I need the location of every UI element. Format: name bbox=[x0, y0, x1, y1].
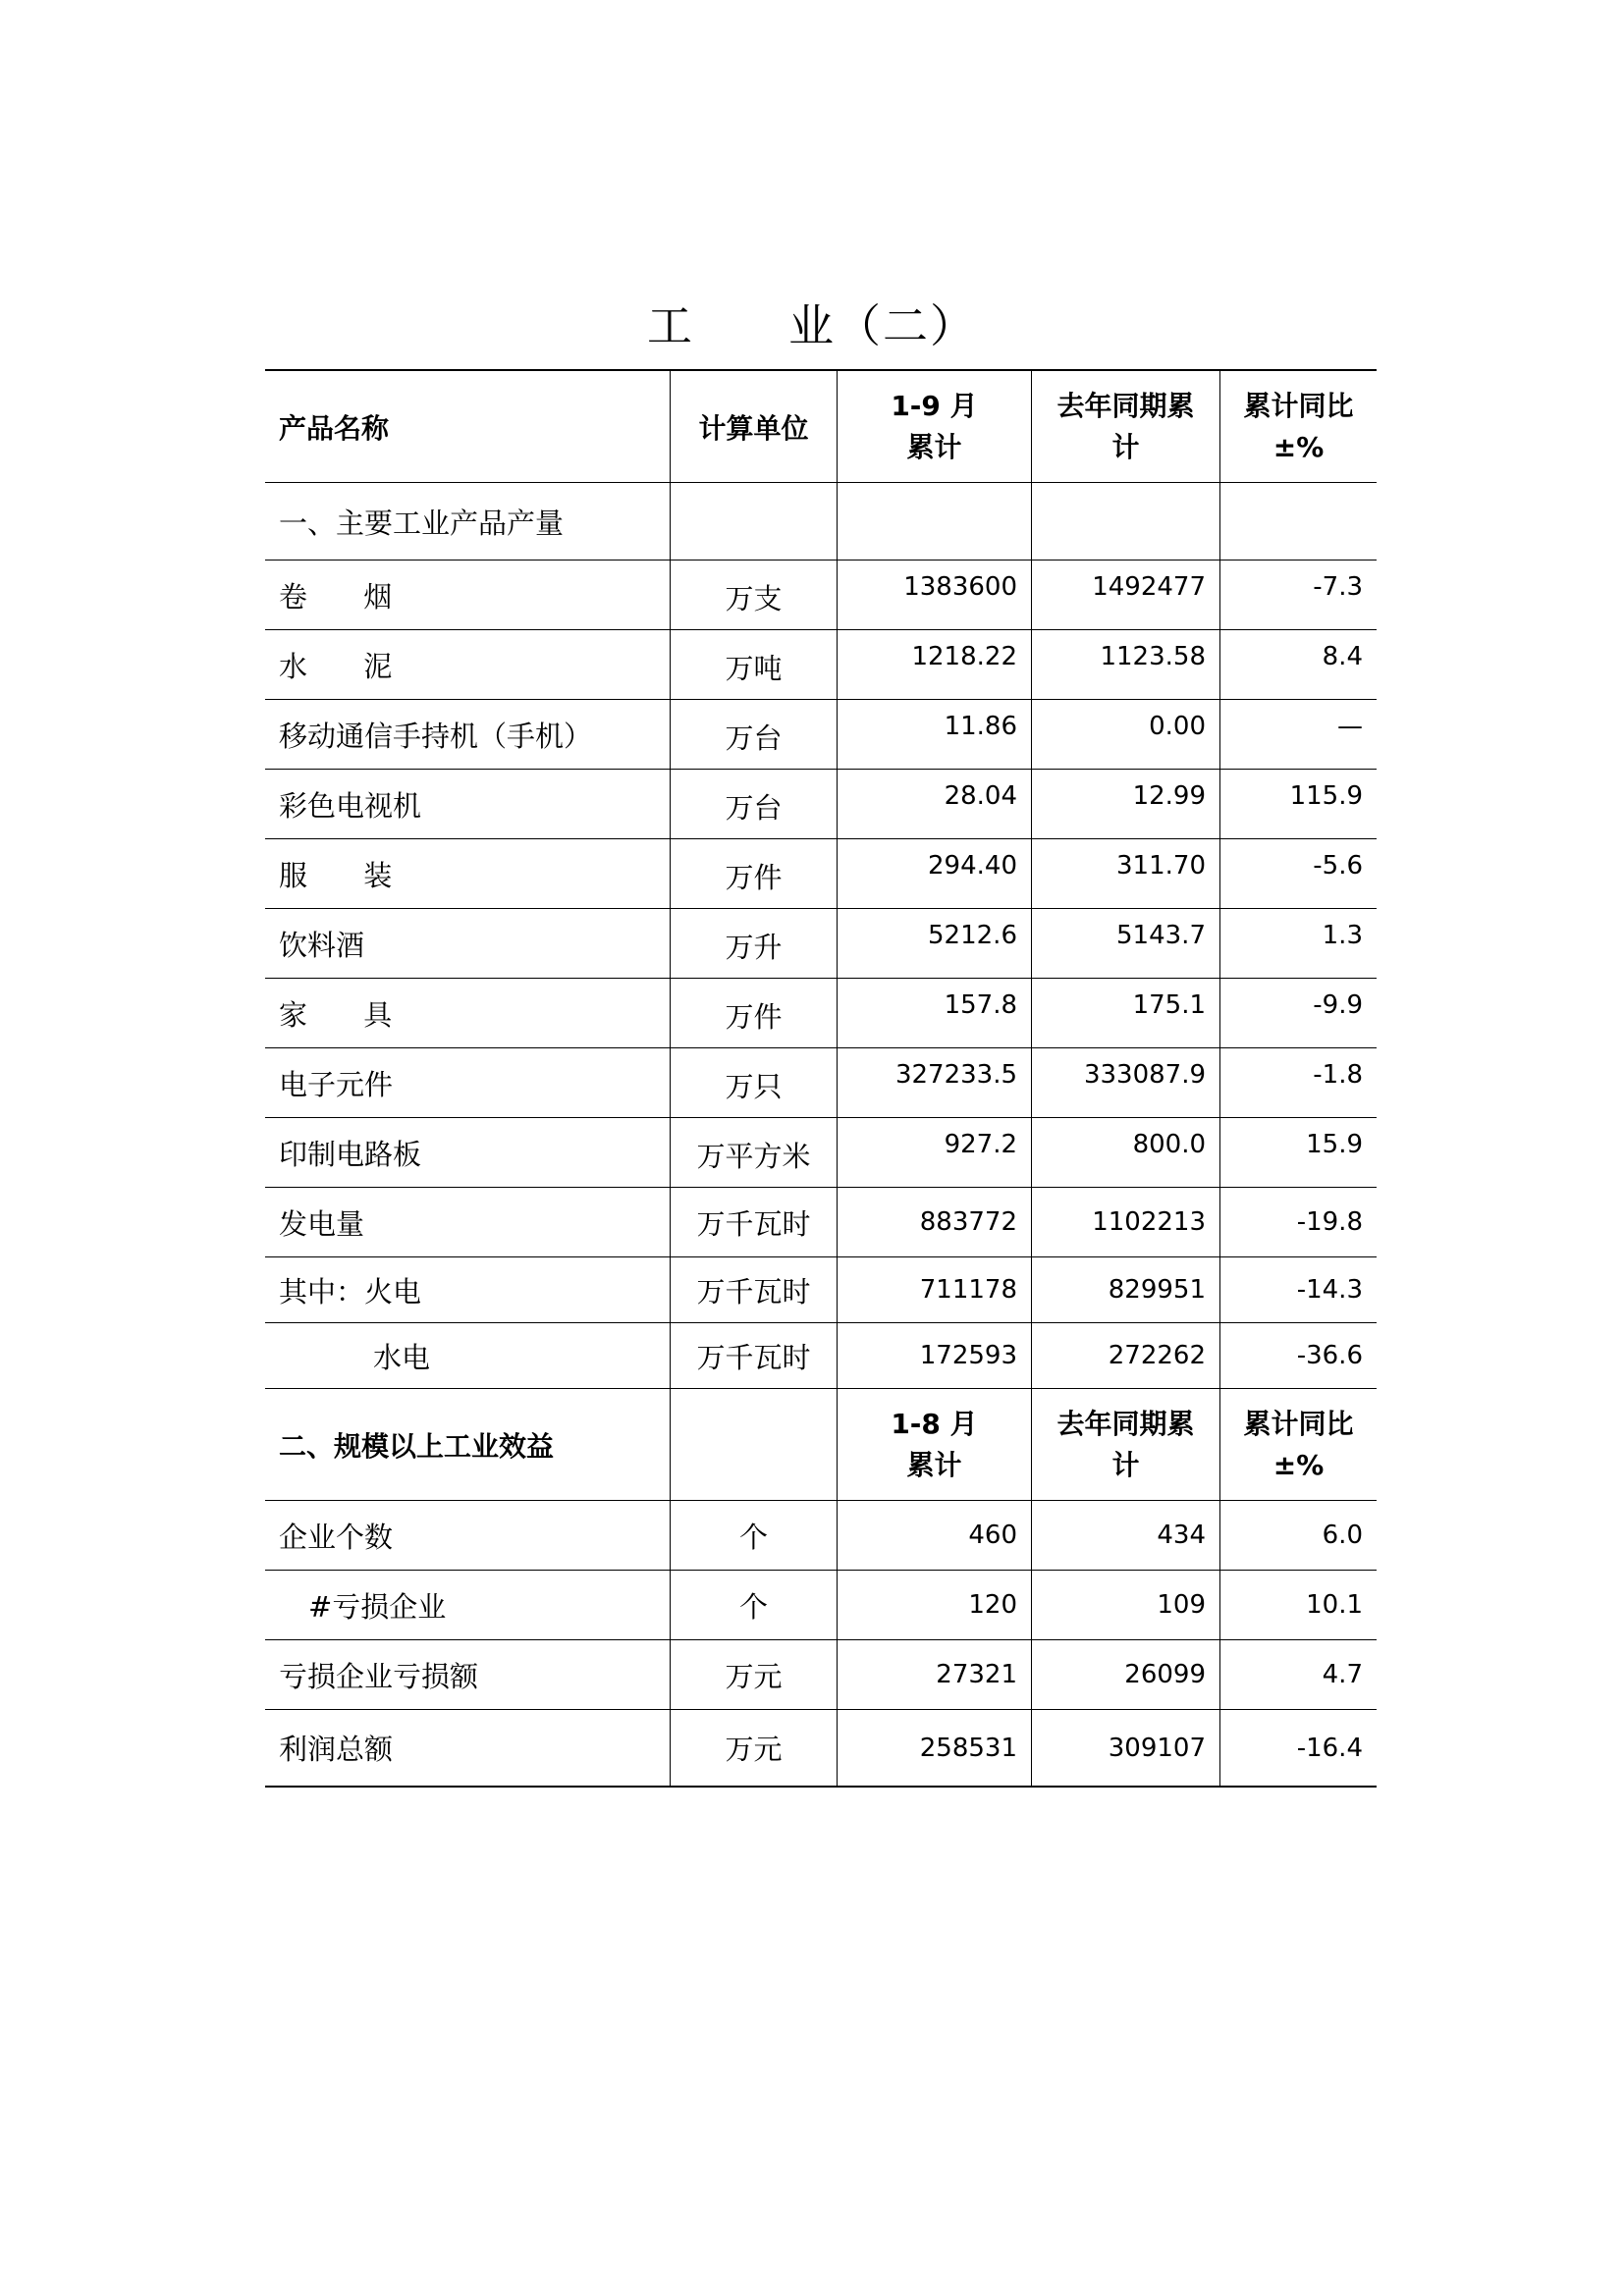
product-name: 水电 bbox=[373, 1340, 431, 1374]
industry-table bbox=[265, 369, 1377, 1788]
section1-title: 一、主要工业产品产量 bbox=[279, 506, 565, 540]
product-previous: 333087.9 bbox=[1031, 1048, 1219, 1117]
product-name: 发电量 bbox=[279, 1206, 365, 1241]
section2-previous-line1: 去年同期累 bbox=[1056, 1407, 1195, 1440]
table-row bbox=[265, 909, 1377, 979]
product-unit: 万支 bbox=[670, 561, 837, 629]
product-unit: 万升 bbox=[670, 909, 837, 978]
empty-cell bbox=[670, 1389, 837, 1500]
empty-cell bbox=[1219, 483, 1377, 560]
product-current: 927.2 bbox=[837, 1118, 1031, 1187]
table-row bbox=[265, 1048, 1377, 1118]
product-previous: 0.00 bbox=[1031, 700, 1219, 769]
benefit-previous: 109 bbox=[1031, 1571, 1219, 1639]
product-previous: 1492477 bbox=[1031, 561, 1219, 629]
product-yoy: -1.8 bbox=[1219, 1048, 1377, 1117]
table-row bbox=[265, 770, 1377, 839]
product-previous: 1102213 bbox=[1031, 1188, 1219, 1256]
table-row bbox=[265, 1257, 1377, 1323]
product-unit: 万千瓦时 bbox=[670, 1323, 837, 1388]
product-unit: 万千瓦时 bbox=[670, 1188, 837, 1256]
section2-title: 二、规模以上工业效益 bbox=[279, 1429, 555, 1463]
product-unit: 万平方米 bbox=[670, 1118, 837, 1187]
empty-cell bbox=[670, 483, 837, 560]
table-row bbox=[265, 839, 1377, 909]
product-name: 电子元件 bbox=[279, 1067, 394, 1101]
header-previous bbox=[1031, 371, 1219, 482]
section2-header-yoy bbox=[1219, 1389, 1377, 1500]
product-yoy: -9.9 bbox=[1219, 979, 1377, 1047]
table-row bbox=[265, 1501, 1377, 1571]
product-previous: 175.1 bbox=[1031, 979, 1219, 1047]
product-current: 28.04 bbox=[837, 770, 1031, 838]
header-yoy-line1: 累计同比 bbox=[1243, 389, 1354, 422]
page-title-part1: 工 bbox=[647, 299, 694, 352]
product-name: 水 泥 bbox=[279, 649, 416, 683]
product-unit: 万台 bbox=[670, 700, 837, 769]
header-previous-line1: 去年同期累 bbox=[1056, 389, 1195, 422]
product-current: 294.40 bbox=[837, 839, 1031, 908]
page-title bbox=[0, 291, 1624, 355]
benefit-current: 120 bbox=[837, 1571, 1031, 1639]
table-row bbox=[265, 1710, 1377, 1786]
benefit-current: 258531 bbox=[837, 1710, 1031, 1786]
product-yoy: -19.8 bbox=[1219, 1188, 1377, 1256]
section2-current-line2: 累计 bbox=[906, 1448, 962, 1481]
product-current: 327233.5 bbox=[837, 1048, 1031, 1117]
product-current: 157.8 bbox=[837, 979, 1031, 1047]
benefit-yoy: 4.7 bbox=[1219, 1640, 1377, 1709]
product-yoy: 115.9 bbox=[1219, 770, 1377, 838]
product-current: 1383600 bbox=[837, 561, 1031, 629]
product-unit: 万台 bbox=[670, 770, 837, 838]
product-yoy: -36.6 bbox=[1219, 1323, 1377, 1388]
header-unit: 计算单位 bbox=[670, 371, 837, 482]
header-yoy-line2: ±% bbox=[1272, 430, 1325, 463]
benefit-name: 利润总额 bbox=[279, 1733, 394, 1766]
product-yoy: 1.3 bbox=[1219, 909, 1377, 978]
product-name: 印制电路板 bbox=[279, 1137, 422, 1171]
product-previous: 272262 bbox=[1031, 1323, 1219, 1388]
page-title-part2: 业（二） bbox=[788, 299, 977, 352]
table-row bbox=[265, 630, 1377, 700]
product-name: 服 装 bbox=[279, 858, 416, 892]
product-previous: 12.99 bbox=[1031, 770, 1219, 838]
header-name: 产品名称 bbox=[279, 411, 390, 445]
header-current bbox=[837, 371, 1031, 482]
product-current: 5212.6 bbox=[837, 909, 1031, 978]
product-name: 卷 烟 bbox=[279, 579, 416, 614]
table-row bbox=[265, 561, 1377, 630]
product-name: 其中：火电 bbox=[279, 1274, 422, 1308]
header-previous-line2: 计 bbox=[1111, 430, 1140, 463]
section2-header-previous bbox=[1031, 1389, 1219, 1500]
table-header-row bbox=[265, 371, 1377, 483]
product-unit: 万千瓦时 bbox=[670, 1257, 837, 1322]
product-yoy: 15.9 bbox=[1219, 1118, 1377, 1187]
product-unit: 万件 bbox=[670, 839, 837, 908]
product-name: 饮料酒 bbox=[279, 928, 365, 962]
product-yoy: — bbox=[1219, 700, 1377, 769]
benefit-unit: 个 bbox=[670, 1571, 837, 1639]
header-current-line1: 1-9 月 bbox=[891, 389, 978, 422]
section1-row bbox=[265, 483, 1377, 561]
benefit-unit: 万元 bbox=[670, 1640, 837, 1709]
benefit-yoy: -16.4 bbox=[1219, 1710, 1377, 1786]
section2-header-row bbox=[265, 1389, 1377, 1501]
product-current: 883772 bbox=[837, 1188, 1031, 1256]
table-row bbox=[265, 1571, 1377, 1640]
product-yoy: -14.3 bbox=[1219, 1257, 1377, 1322]
header-yoy bbox=[1219, 371, 1377, 482]
benefit-unit: 万元 bbox=[670, 1710, 837, 1786]
benefit-current: 460 bbox=[837, 1501, 1031, 1570]
product-unit: 万件 bbox=[670, 979, 837, 1047]
product-unit: 万吨 bbox=[670, 630, 837, 699]
product-yoy: -5.6 bbox=[1219, 839, 1377, 908]
benefit-name: 亏损企业亏损额 bbox=[279, 1659, 479, 1693]
product-unit: 万只 bbox=[670, 1048, 837, 1117]
product-previous: 1123.58 bbox=[1031, 630, 1219, 699]
benefit-previous: 434 bbox=[1031, 1501, 1219, 1570]
product-current: 711178 bbox=[837, 1257, 1031, 1322]
empty-cell bbox=[837, 483, 1031, 560]
product-name: 家 具 bbox=[279, 997, 416, 1032]
table-row bbox=[265, 700, 1377, 770]
product-name: 移动通信手持机（手机） bbox=[279, 719, 593, 753]
benefit-current: 27321 bbox=[837, 1640, 1031, 1709]
benefit-previous: 309107 bbox=[1031, 1710, 1219, 1786]
product-previous: 800.0 bbox=[1031, 1118, 1219, 1187]
section2-header-current bbox=[837, 1389, 1031, 1500]
table-row bbox=[265, 979, 1377, 1048]
product-current: 11.86 bbox=[837, 700, 1031, 769]
section2-yoy-line2: ±% bbox=[1272, 1448, 1325, 1481]
product-current: 172593 bbox=[837, 1323, 1031, 1388]
benefit-unit: 个 bbox=[670, 1501, 837, 1570]
benefit-name: 企业个数 bbox=[279, 1520, 394, 1554]
product-name: 彩色电视机 bbox=[279, 788, 422, 823]
product-current: 1218.22 bbox=[837, 630, 1031, 699]
section2-previous-line2: 计 bbox=[1111, 1448, 1140, 1481]
product-previous: 5143.7 bbox=[1031, 909, 1219, 978]
table-row bbox=[265, 1188, 1377, 1257]
table-row bbox=[265, 1118, 1377, 1188]
empty-cell bbox=[1031, 483, 1219, 560]
benefit-previous: 26099 bbox=[1031, 1640, 1219, 1709]
product-yoy: 8.4 bbox=[1219, 630, 1377, 699]
benefit-yoy: 10.1 bbox=[1219, 1571, 1377, 1639]
product-previous: 311.70 bbox=[1031, 839, 1219, 908]
section2-yoy-line1: 累计同比 bbox=[1243, 1407, 1354, 1440]
product-yoy: -7.3 bbox=[1219, 561, 1377, 629]
header-current-line2: 累计 bbox=[906, 430, 962, 463]
product-previous: 829951 bbox=[1031, 1257, 1219, 1322]
table-row bbox=[265, 1640, 1377, 1710]
section2-current-line1: 1-8 月 bbox=[891, 1407, 978, 1440]
table-row bbox=[265, 1323, 1377, 1389]
benefit-yoy: 6.0 bbox=[1219, 1501, 1377, 1570]
benefit-name: #亏损企业 bbox=[308, 1589, 447, 1624]
